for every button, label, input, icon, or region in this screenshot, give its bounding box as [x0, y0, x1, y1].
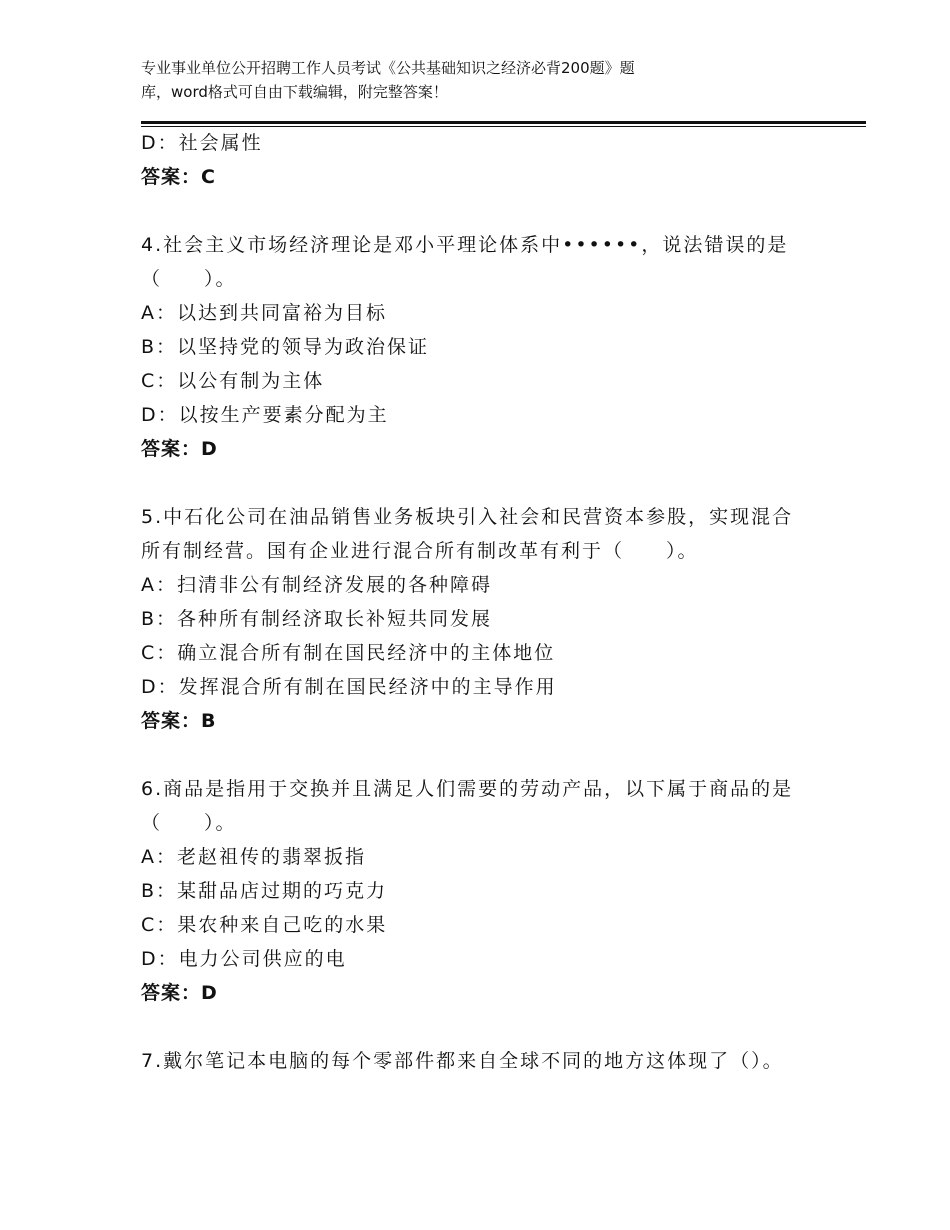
- question-5: [141, 500, 801, 738]
- option-a: A：扫清非公有制经济发展的各种障碍: [141, 574, 492, 596]
- option-c: C：以公有制为主体: [141, 370, 325, 392]
- answer: 答案：D: [141, 982, 218, 1004]
- question-text: 4.社会主义市场经济理论是邓小平理论体系中••••••，说法错误的是（ ）。: [141, 234, 789, 290]
- question-7: [141, 1044, 801, 1078]
- question-4: [141, 228, 801, 466]
- question-text: 6.商品是指用于交换并且满足人们需要的劳动产品，以下属于商品的是（ ）。: [141, 778, 794, 834]
- option-c: C：确立混合所有制在国民经济中的主体地位: [141, 642, 556, 664]
- document-body: [141, 126, 801, 1078]
- option-c: C：果农种来自己吃的水果: [141, 914, 388, 936]
- header-line-1: 专业事业单位公开招聘工作人员考试《公共基础知识之经济必背200题》题: [141, 59, 635, 77]
- question-text: 5.中石化公司在油品销售业务板块引入社会和民营资本参股，实现混合所有制经营。国有企业进行混合所有制改革有利于（ ）。: [141, 506, 794, 562]
- spacer: [141, 194, 801, 228]
- answer: 答案：B: [141, 710, 217, 732]
- option-d: D：电力公司供应的电: [141, 948, 347, 970]
- option-a: A：老赵祖传的翡翠扳指: [141, 846, 366, 868]
- header-divider: [141, 121, 866, 124]
- option-d: D：发挥混合所有制在国民经济中的主导作用: [141, 676, 557, 698]
- answer: 答案：C: [141, 166, 216, 188]
- option-b: B：以坚持党的领导为政治保证: [141, 336, 430, 358]
- option-b: B：各种所有制经济取长补短共同发展: [141, 608, 493, 630]
- option-a: A：以达到共同富裕为目标: [141, 302, 387, 324]
- spacer: [141, 738, 801, 772]
- option-d: D：社会属性: [141, 132, 263, 154]
- spacer: [141, 466, 801, 500]
- option-d: D：以按生产要素分配为主: [141, 404, 389, 426]
- answer: 答案：D: [141, 438, 218, 460]
- document-header: [141, 56, 781, 104]
- question-6: [141, 772, 801, 1010]
- spacer: [141, 1010, 801, 1044]
- header-line-2: 库，word格式可自由下载编辑，附完整答案！: [141, 83, 448, 101]
- question-text: 7.戴尔笔记本电脑的每个零部件都来自全球不同的地方这体现了（）。: [141, 1050, 784, 1072]
- option-b: B：某甜品店过期的巧克力: [141, 880, 388, 902]
